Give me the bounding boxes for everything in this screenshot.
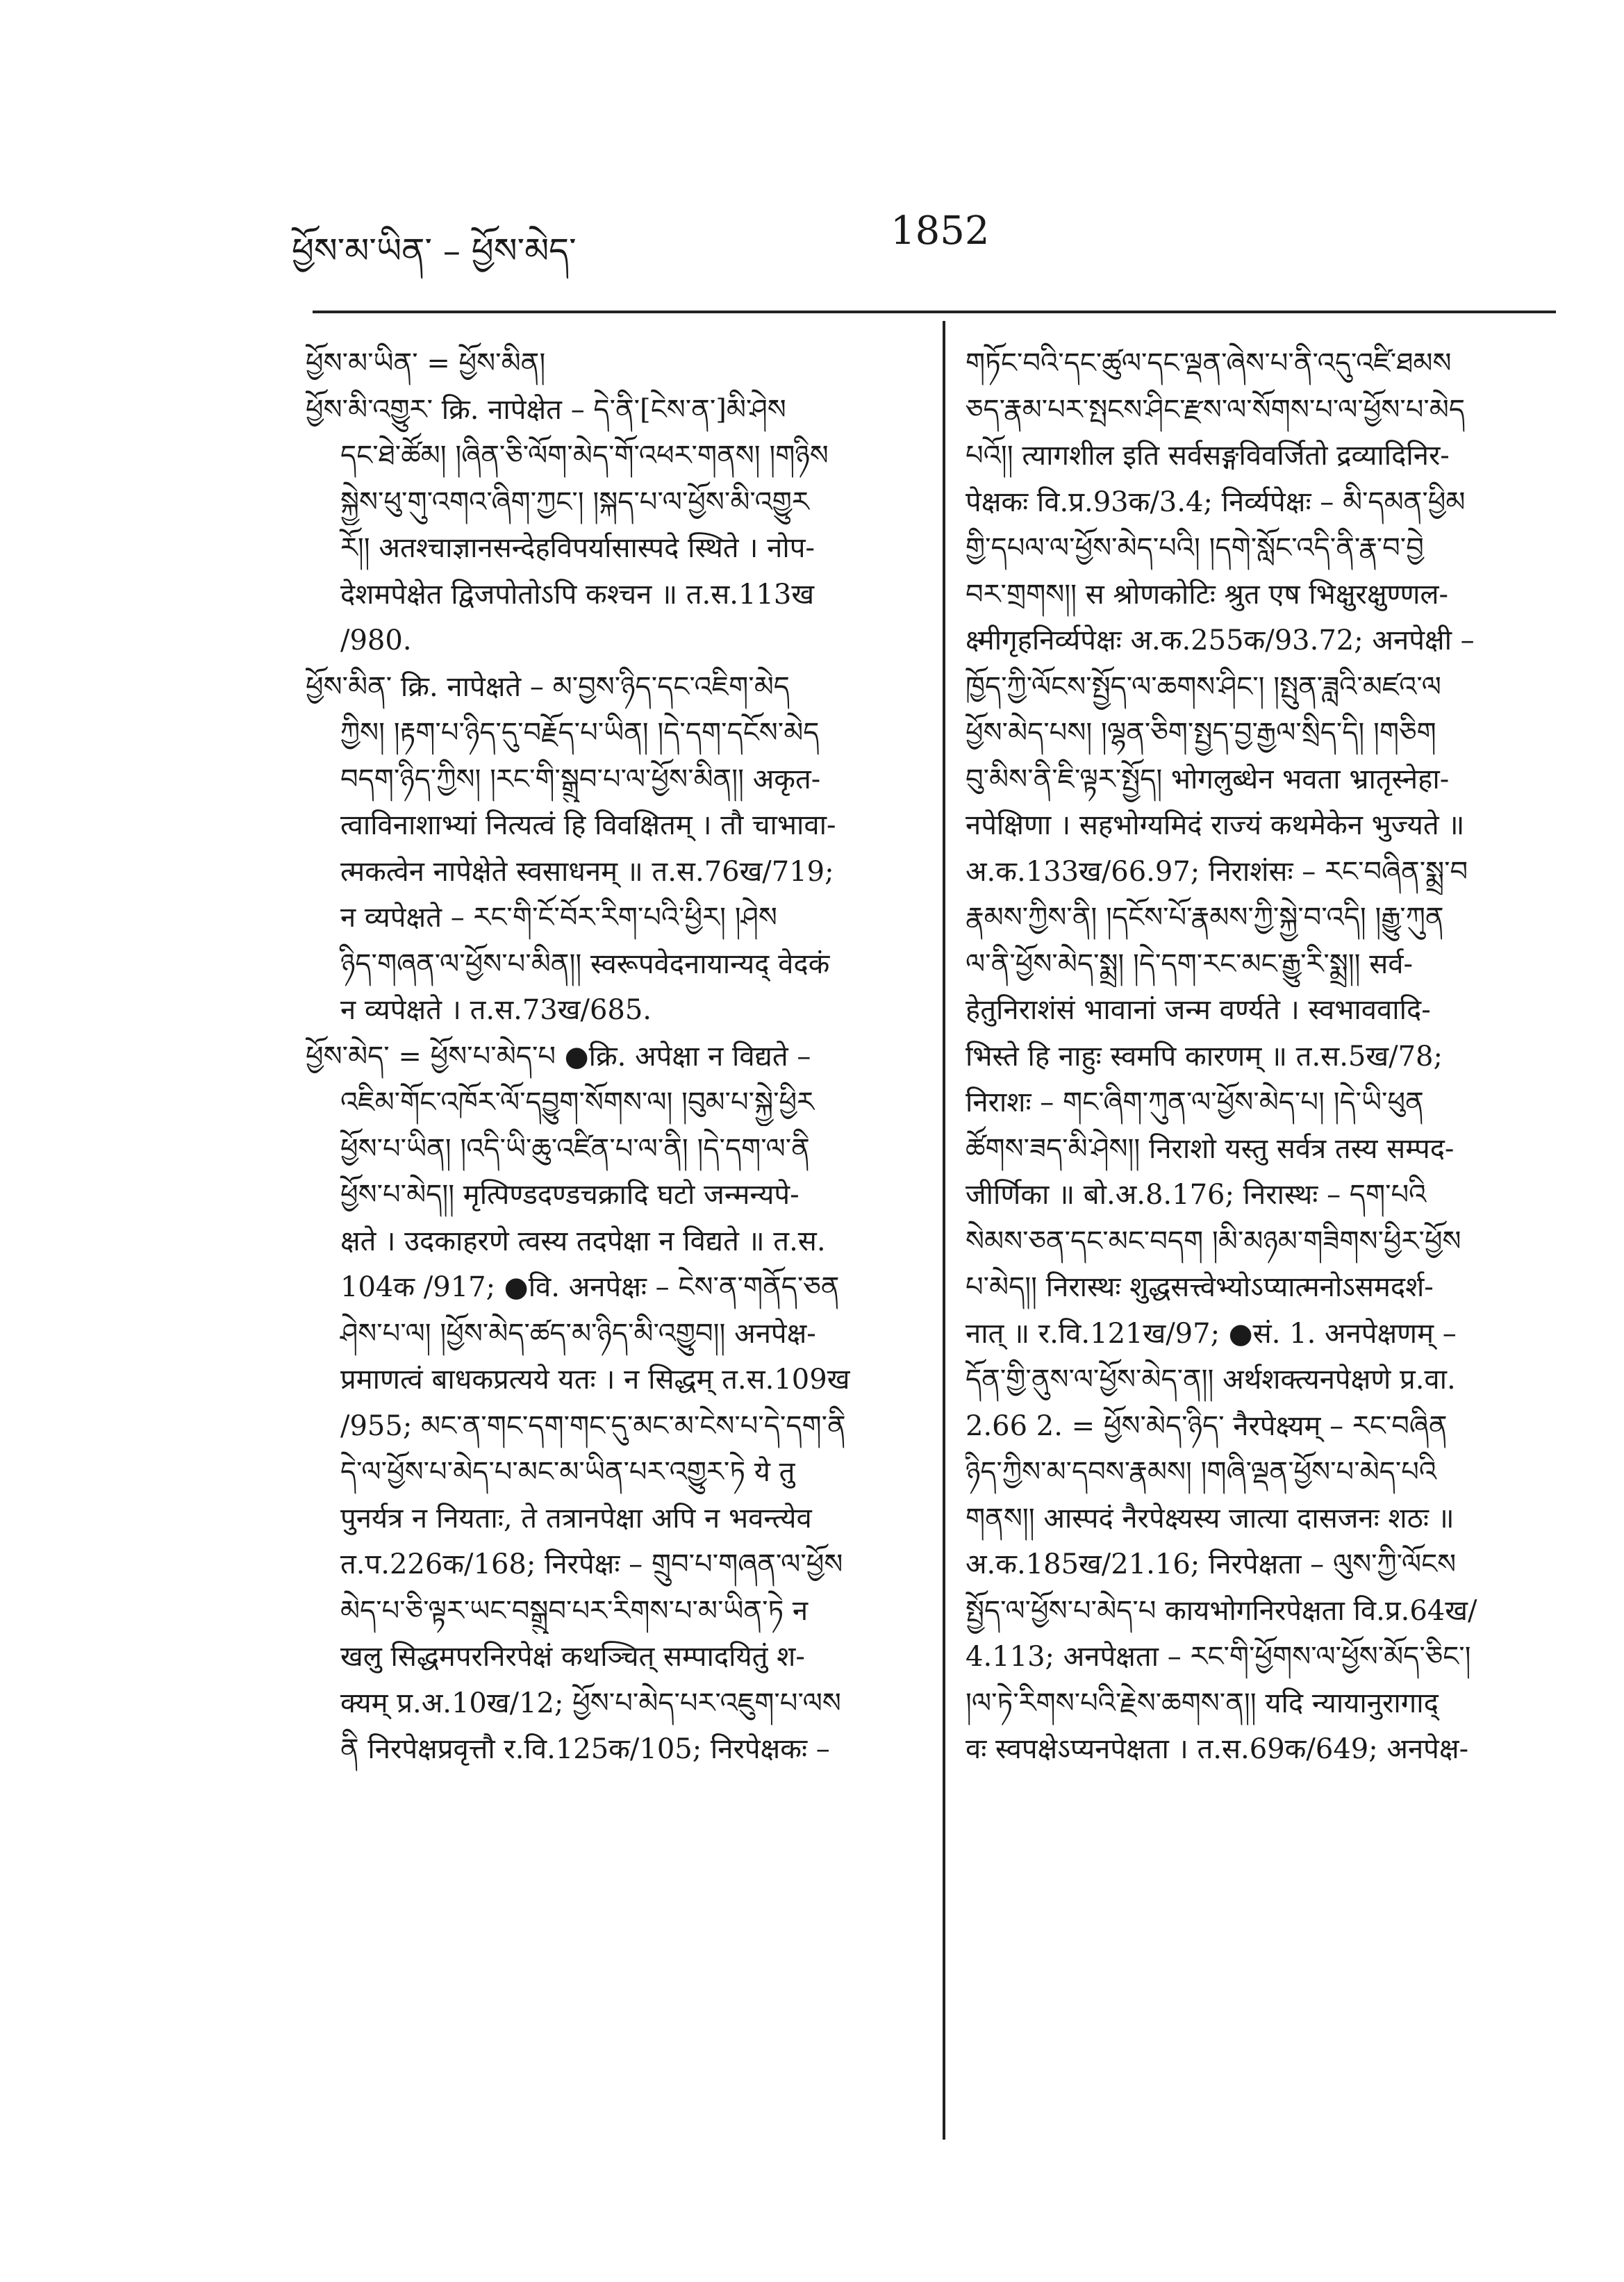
dictionary-line: पुनर्यत्र न नियताः, ते तत्रानपेक्षा अपि न भवन्त्येव (340, 1502, 812, 1535)
dictionary-line: ནི निरपेक्षप्रवृत्तौ र.वि.125क/105; निरपेक्षकः – (340, 1733, 830, 1765)
dictionary-line: གྱི་དཔལ་ལ་ཕྱོས་མེད་པའི། །དགེ་སློང་འདི་ནི་རྣ་བ་བྱེ (966, 532, 1424, 564)
dictionary-line: བུ་མིས་ནི་ཇི་ལྟར་སྤྱོད། भोगलुब्धेन भवता भ्रातृस्नेहा- (966, 763, 1450, 795)
column-divider (943, 321, 945, 2140)
dictionary-line: ཉིད་ཀྱིས་མ་དབས་རྣམས། །གཞི་ལྡན་ཕྱོས་པ་མེད་པའི (966, 1456, 1437, 1488)
dictionary-line: ཕྱོས་མ་ཡིན་ = ཕྱོས་མིན། (306, 347, 546, 379)
dictionary-line: त.प.226क/168; निरपेक्षः – གྲུབ་པ་གཞན་ལ་ཕྱོས (340, 1548, 843, 1580)
dictionary-line: ཕྱོས་མི་འགྱུར་ क्रि. नापेक्षेत – དེ་ནི་[ངེས་ན་]མི་ཤེས (306, 393, 786, 426)
dictionary-line: ཕྱོས་མིན་ क्रि. नापेक्षते – མ་བྱས་ཉིད་དང་འཇིག་མེད (306, 670, 790, 703)
dictionary-line: སེམས་ཅན་དང་མང་བདག །མི་མཉམ་གཟིགས་ཕྱིར་ཕྱོས (966, 1225, 1461, 1257)
dictionary-line: གཏོང་བའི་དང་ཚུལ་དང་ལྡན་ཞེས་པ་ནི་འདུ་འཛི་ཐམས (966, 347, 1452, 379)
dictionary-line: प्रमाणत्वं बाधकप्रत्यये यतः । न सिद्धम् त.स.109ख (340, 1364, 850, 1396)
dictionary-line: पेक्षकः वि.प्र.93क/3.4; निर्व्यपेक्षः – མི་དམན་ཕྱིམ (966, 486, 1466, 518)
dictionary-line: རྣམས་ཀྱིས་ནི། །དངོས་པོ་རྣམས་ཀྱི་སྐྱེ་བ་འདི། །རྒྱུ་ཀུན (966, 902, 1444, 934)
dictionary-line: नात् ॥ र.वि.121ख/97; ●सं. 1. अनपेक्षणम् – (966, 1317, 1457, 1350)
dictionary-line: ལ་ནི་ཕྱོས་མེད་སྨྲ། །དེ་དག་རང་མང་རྒྱུ་རི་སྨྲ།། सर्व- (966, 948, 1414, 980)
dictionary-line: དང་ཐེ་ཚོམ། །ཞིན་ཅི་ལོག་མེད་གོ་འཕར་གནས། །གཉིས (340, 440, 829, 472)
dictionary-line: ཉིད་གཞན་ལ་ཕྱོས་པ་མིན།། स्वरूपवेदनायान्यद् वेदकं (340, 948, 830, 980)
page-number: 1852 (890, 208, 990, 254)
dictionary-line: བར་གྲགས།། स श्रोणकोटिः श्रुत एष भिक्षुरक्षुण्णल- (966, 578, 1449, 611)
dictionary-line: नपेक्षिणा । सहभोग्यमिदं राज्यं कथमेकेन भुज्यते ॥ (966, 809, 1465, 841)
dictionary-line: न व्यपेक्षते । त.स.73ख/685. (340, 994, 652, 1026)
dictionary-line: 2.66 2. = ཕྱོས་མེད་ཉིད་ नैरपेक्ष्यम् – རང་བཞིན (966, 1409, 1448, 1442)
dictionary-line: སྤྱོད་ལ་ཕྱོས་པ་མེད་པ कायभोगनिरपेक्षता वि.प्र.64ख/ (966, 1594, 1477, 1627)
dictionary-line: ཚོགས་ཟད་མི་ཤེས།། निराशो यस्तु सर्वत्र तस्य सम्पद- (966, 1132, 1455, 1165)
dictionary-line: ཕྱོས་མེད་ = ཕྱོས་པ་མེད་པ ●क्रि. अपेक्षा न विद्यते – (306, 1040, 811, 1073)
dictionary-line: हेतुनिराशंसं भावानां जन्म वर्ण्यते । स्वभाववादि- (966, 994, 1431, 1026)
dictionary-line: 4.113; अनपेक्षता – རང་གི་ཕྱོགས་ལ་ཕྱོས་མོད་ཅིང་། (966, 1641, 1471, 1673)
dictionary-line: ཅད་རྣམ་པར་སྤངས་ཤིང་རྫས་ལ་སོགས་པ་ལ་ཕྱོས་པ་མེད (966, 393, 1466, 426)
dictionary-line: निराशः – གང་ཞིག་ཀུན་ལ་ཕྱོས་མེད་པ། །དེ་ཡི་ཕུན (966, 1086, 1424, 1118)
left-column (306, 340, 917, 1773)
dictionary-line: ཁྱོད་ཀྱི་ལོངས་སྤྱོད་ལ་ཆགས་ཤིང་། །སྤུན་ཟླའི་མཛའ་ལ (966, 670, 1441, 703)
dictionary-line: རོ།། अतश्चाज्ञानसन्देहविपर्यासास्पदे स्थिते । नोप- (340, 532, 815, 564)
running-head: ཕྱོས་མ་ཡིན་ – ཕྱོས་མེད་ (292, 231, 577, 271)
dictionary-line: अ.क.133ख/66.97; निराशंसः – རང་བཞིན་སྨྲ་བ (966, 855, 1468, 888)
dictionary-line: པ་མེད།། निरास्थः शुद्धसत्त्वेभ्योऽप्यात्मनोऽसमदर्श- (966, 1271, 1434, 1303)
dictionary-line: དོན་གྱི་ནུས་ལ་ཕྱོས་མེད་ན།། अर्थशक्त्यनपेक्षणे प्र.वा. (966, 1364, 1456, 1396)
dictionary-line: 104क /917; ●वि. अनपेक्षः – ངེས་ན་གནོད་ཅན (340, 1271, 840, 1303)
dictionary-line: སྐྱེས་ཕུ་གུ་འགའ་ཞིག་ཀྱང་། །སྐད་པ་ལ་ཕྱོས་མི་འགྱུར (340, 486, 809, 518)
dictionary-line: །ལ་ཏེ་རིགས་པའི་རྗེས་ཆགས་ན།། यदि न्यायानुरागाद् (966, 1687, 1439, 1719)
dictionary-line: देशमपेक्षेत द्विजपोतोऽपि कश्चन ॥ त.स.113ख (340, 578, 815, 611)
dictionary-line: भिस्ते हि नाहुः स्वमपि कारणम् ॥ त.स.5ख/78; (966, 1040, 1443, 1073)
dictionary-line: क्षते । उदकाहरणे त्वस्य तदपेक्षा न विद्यते ॥ त.स. (340, 1225, 826, 1257)
dictionary-line: /980. (340, 625, 412, 656)
dictionary-line: གནས།། आस्पदं नैरपेक्ष्यस्य जात्या दासजनः शठः ॥ (966, 1502, 1455, 1535)
dictionary-line: /955; མང་ན་གང་དག་གང་དུ་མང་མ་ངེས་པ་དེ་དག་ནི (340, 1409, 846, 1442)
dictionary-line: འཇིམ་གོང་འཁོར་ལོ་དབྱུག་སོགས་ལ། །བུམ་པ་སྐྱེ་ཕྱིར (340, 1086, 815, 1118)
header-rule (313, 311, 1556, 313)
dictionary-line: དེ་ལ་ཕྱོས་པ་མེད་པ་མང་མ་ཡིན་པར་འགྱུར་ཏེ ये तु (340, 1456, 795, 1488)
page-header (292, 208, 1485, 271)
dictionary-line: क्यम् प्र.अ.10ख/12; ཕྱོས་པ་མེད་པར་འཇུག་པ་ལས (340, 1687, 841, 1719)
dictionary-line: པའོ།། त्यागशील इति सर्वसङ्गविवर्जितो द्रव्यादिनिर- (966, 440, 1450, 472)
dictionary-line: वः स्वपक्षेऽप्यनपेक्षता । त.स.69क/649; अनपेक्ष- (966, 1733, 1469, 1765)
right-column (966, 340, 1563, 1773)
dictionary-line: མེད་པ་ཅི་ལྟར་ཡང་བསྒྲུབ་པར་རིགས་པ་མ་ཡིན་ཏེ न (340, 1594, 809, 1627)
dictionary-line: ཕྱོས་མེད་པས། །ལྷན་ཅིག་སྤྱད་བྱ་རྒྱལ་སྲིད་དི། །གཅིག (966, 717, 1436, 749)
dictionary-line: अ.क.185ख/21.16; निरपेक्षता – ལུས་ཀྱི་ལོངས (966, 1548, 1457, 1580)
dictionary-line: ཤེས་པ་ལ། །ཕྱོས་མེད་ཚད་མ་ཉིད་མི་འགྱུབ།། अनपेक्ष- (340, 1317, 816, 1350)
dictionary-line: ཕྱོས་པ་ཡིན། །འདི་ཡི་ཆུ་འཛིན་པ་ལ་ནི། །དེ་དག་ལ་ནི (340, 1132, 810, 1165)
dictionary-line: त्मकत्वेन नापेक्षेते स्वसाधनम् ॥ त.स.76ख/719; (340, 855, 834, 888)
dictionary-line: क्ष्मीगृहनिर्व्यपेक्षः अ.क.255क/93.72; अनपेक्षी – (966, 625, 1475, 656)
dictionary-line: ཕྱོས་པ་མེད།། मृत्पिण्डदण्डचक्रादि घटो जन्मन्यपे- (340, 1179, 799, 1211)
dictionary-line: ཀྱིས། །རྟག་པ་ཉིད་དུ་བརྗོད་པ་ཡིན། །དེ་དག་དངོས་མེད (340, 717, 820, 749)
dictionary-line: त्वाविनाशाभ्यां नित्यत्वं हि विवक्षितम् । तौ चाभावा- (340, 809, 836, 841)
dictionary-line: खलु सिद्धमपरनिरपेक्षं कथञ्चित् सम्पादयितुं श- (340, 1641, 805, 1673)
dictionary-line: जीर्णिका ॥ बो.अ.8.176; निरास्थः – དག་པའི (966, 1179, 1427, 1211)
dictionary-line: न व्यपेक्षते – རང་གི་ངོ་བོར་རིག་པའི་ཕྱིར། །ཤེས (340, 902, 777, 934)
dictionary-line: བདག་ཉིད་ཀྱིས། །རང་གི་སྒྲུབ་པ་ལ་ཕྱོས་མིན།། अकृत- (340, 763, 821, 795)
